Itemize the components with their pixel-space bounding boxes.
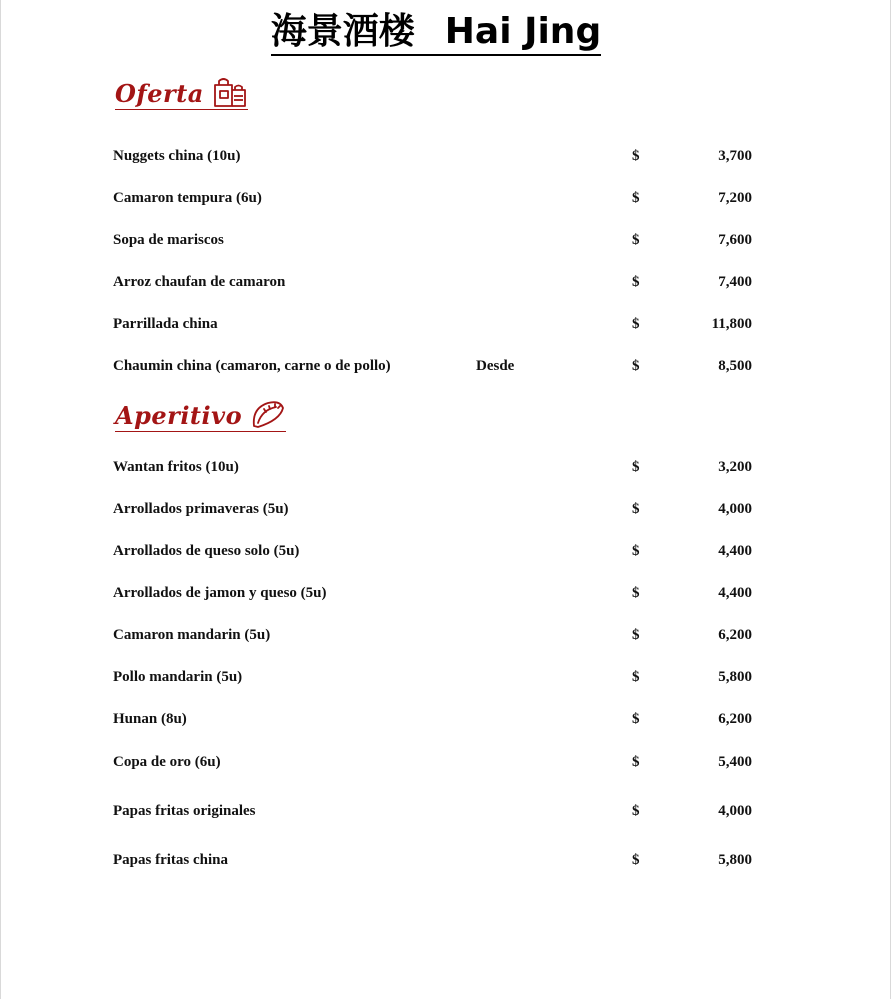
item-name: Papas fritas china xyxy=(113,852,229,868)
item-price: 5,800 xyxy=(718,852,752,868)
currency-symbol: $ xyxy=(632,459,640,475)
currency-symbol: $ xyxy=(632,358,640,374)
item-price: 8,500 xyxy=(718,358,752,374)
item-price: 11,800 xyxy=(711,316,752,332)
item-name: Nuggets china (10u) xyxy=(113,148,241,164)
item-name: Sopa de mariscos xyxy=(113,232,224,248)
currency-symbol: $ xyxy=(632,627,640,643)
currency-symbol: $ xyxy=(632,669,640,685)
dumpling-icon xyxy=(250,398,286,430)
item-price: 5,400 xyxy=(718,754,752,770)
currency-symbol: $ xyxy=(632,543,640,559)
menu-row xyxy=(113,356,773,376)
section-heading-aperitivo xyxy=(115,398,286,432)
menu-row xyxy=(113,709,773,729)
item-price: 7,200 xyxy=(718,190,752,206)
currency-symbol: $ xyxy=(632,148,640,164)
currency-symbol: $ xyxy=(632,711,640,727)
item-price: 5,800 xyxy=(718,669,752,685)
item-price: 4,000 xyxy=(718,803,752,819)
item-name: Arrollados de jamon y queso (5u) xyxy=(113,585,327,601)
item-name: Hunan (8u) xyxy=(113,711,187,727)
item-name: Parrillada china xyxy=(113,316,218,332)
title-latin: Hai Jing xyxy=(444,11,602,52)
item-price: 6,200 xyxy=(718,627,752,643)
page-title xyxy=(0,8,872,56)
item-name: Arrollados de queso solo (5u) xyxy=(113,543,300,559)
item-price: 7,400 xyxy=(718,274,752,290)
item-name: Arrollados primaveras (5u) xyxy=(113,501,289,517)
item-price: 3,700 xyxy=(718,148,752,164)
item-price: 3,200 xyxy=(718,459,752,475)
menu-row xyxy=(113,583,773,603)
menu-row xyxy=(113,230,773,250)
menu-row xyxy=(113,457,773,477)
menu-row xyxy=(113,625,773,645)
shopping-bag-icon xyxy=(212,76,248,108)
menu-row xyxy=(113,541,773,561)
section-title-oferta: Oferta xyxy=(115,79,204,108)
item-price: 4,400 xyxy=(718,585,752,601)
menu-row xyxy=(113,314,773,334)
item-name: Pollo mandarin (5u) xyxy=(113,669,243,685)
item-name: Camaron tempura (6u) xyxy=(113,190,262,206)
menu-row xyxy=(113,850,773,870)
currency-symbol: $ xyxy=(632,754,640,770)
item-note: Desde xyxy=(476,358,515,374)
item-price: 7,600 xyxy=(718,232,752,248)
menu-row xyxy=(113,801,773,821)
item-name: Chaumin china (camaron, carne o de pollo) xyxy=(113,358,391,374)
menu-row xyxy=(113,188,773,208)
menu-row xyxy=(113,752,773,772)
currency-symbol: $ xyxy=(632,190,640,206)
section-title-aperitivo: Aperitivo xyxy=(115,401,243,430)
item-name: Arroz chaufan de camaron xyxy=(113,274,286,290)
currency-symbol: $ xyxy=(632,316,640,332)
item-price: 6,200 xyxy=(718,711,752,727)
currency-symbol: $ xyxy=(632,274,640,290)
item-name: Wantan fritos (10u) xyxy=(113,459,239,475)
menu-row xyxy=(113,146,773,166)
currency-symbol: $ xyxy=(632,501,640,517)
menu-row xyxy=(113,667,773,687)
menu-row xyxy=(113,499,773,519)
item-name: Papas fritas originales xyxy=(113,803,256,819)
currency-symbol: $ xyxy=(632,232,640,248)
section-heading-oferta xyxy=(115,76,248,110)
item-name: Copa de oro (6u) xyxy=(113,754,221,770)
title-chinese: 海景酒楼 xyxy=(270,11,415,52)
currency-symbol: $ xyxy=(632,585,640,601)
currency-symbol: $ xyxy=(632,803,640,819)
menu-row xyxy=(113,272,773,292)
item-price: 4,400 xyxy=(718,543,752,559)
item-price: 4,000 xyxy=(718,501,752,517)
currency-symbol: $ xyxy=(632,852,640,868)
item-name: Camaron mandarin (5u) xyxy=(113,627,271,643)
